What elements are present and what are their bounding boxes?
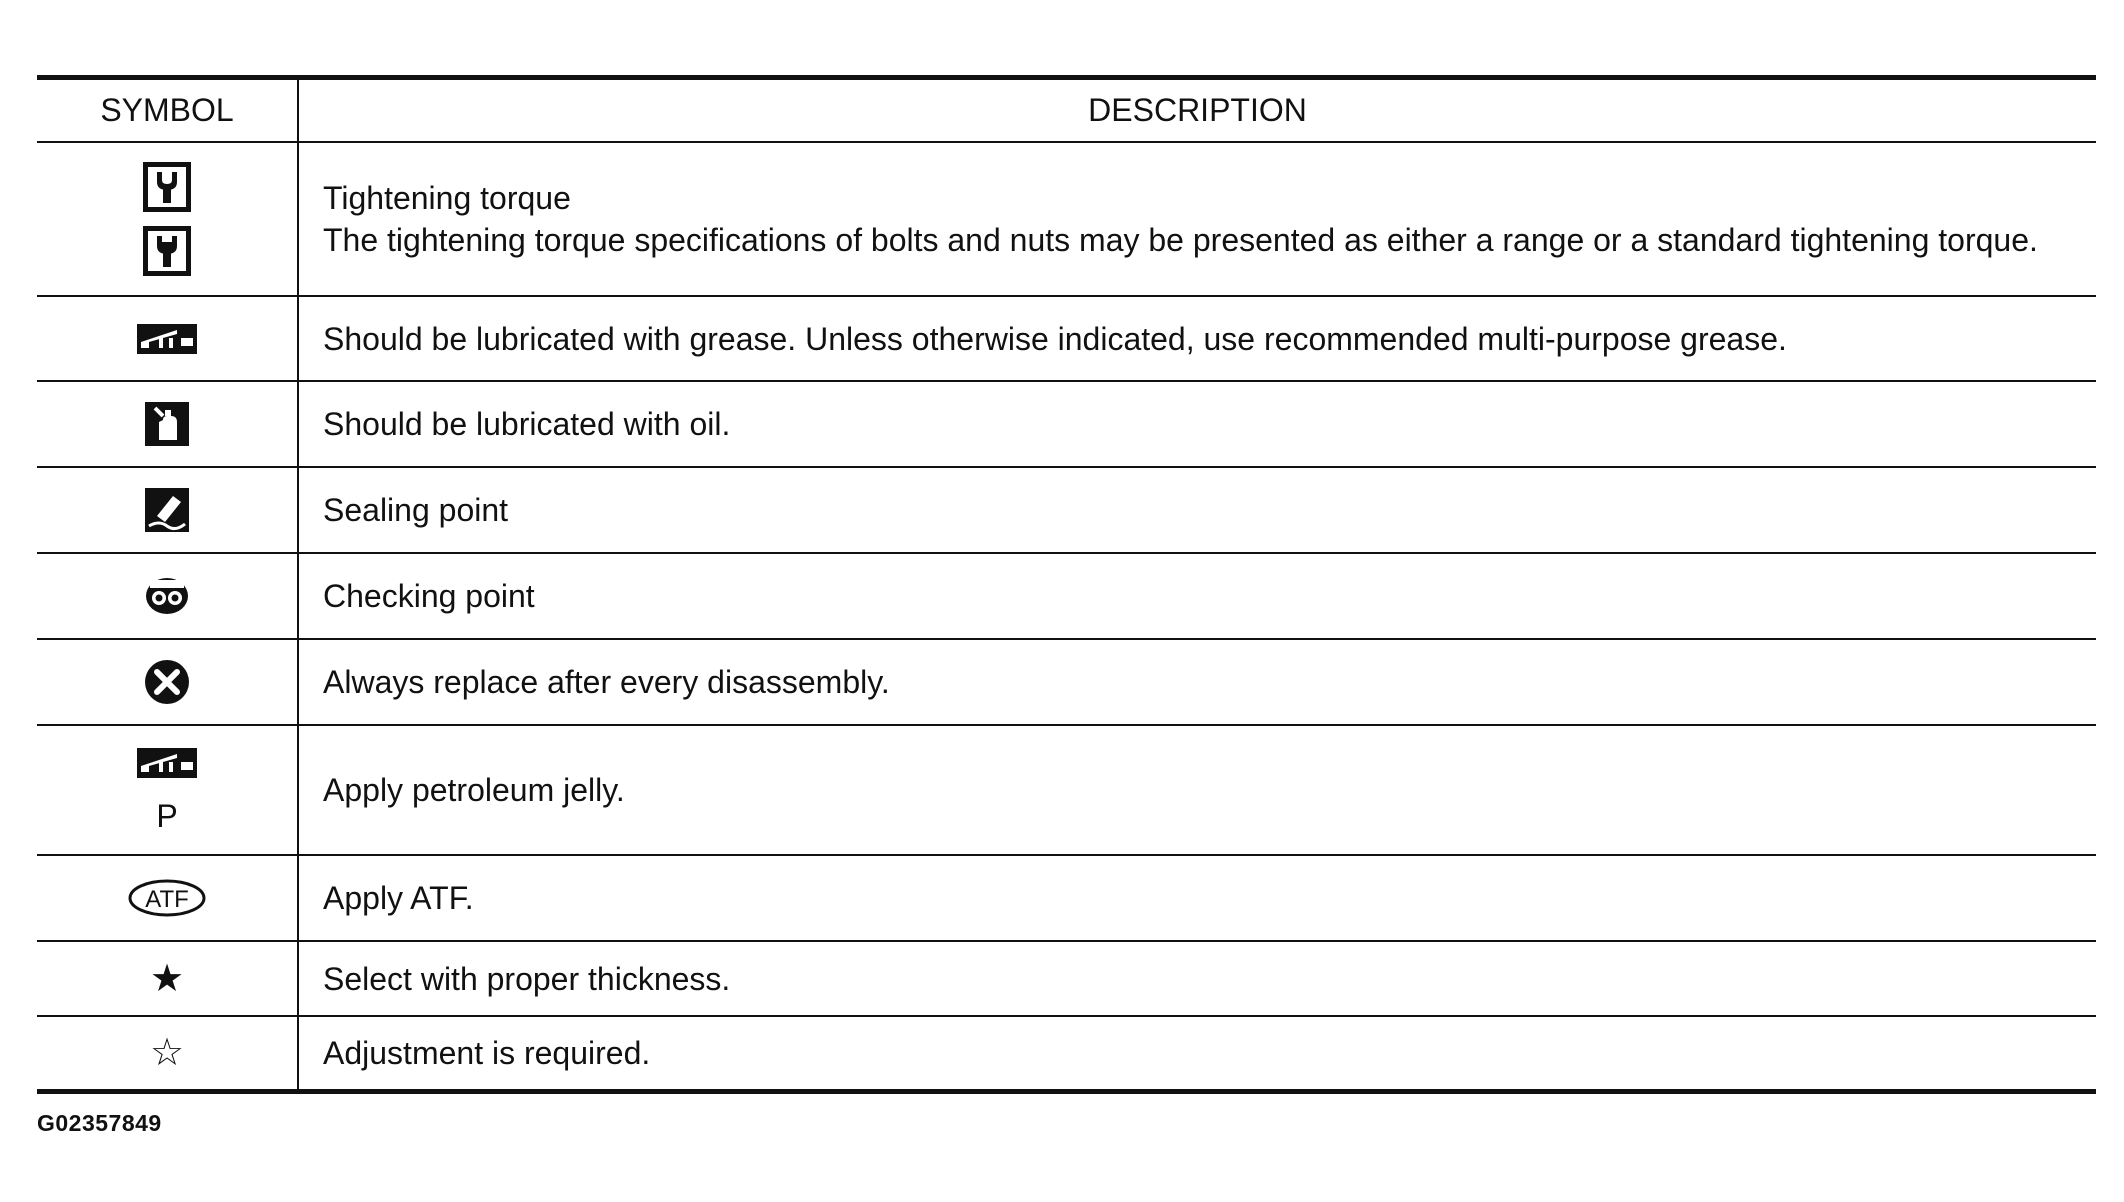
torque-wrench-icon	[143, 162, 191, 212]
table-header-row	[37, 78, 2096, 143]
symbol-cell	[37, 381, 298, 467]
symbol-cell	[37, 142, 298, 296]
symbol-cell	[37, 296, 298, 381]
description-cell: Adjustment is required.	[298, 1016, 2096, 1091]
table-row	[37, 725, 2096, 855]
symbol-column-header: SYMBOL	[37, 78, 298, 143]
symbol-legend-table	[37, 75, 2096, 1094]
inspector-eyes-icon	[144, 576, 190, 616]
symbol-cell	[37, 553, 298, 639]
table-row	[37, 296, 2096, 381]
replace-x-icon	[144, 659, 190, 705]
oil-can-icon	[145, 402, 189, 446]
symbol-cell	[37, 855, 298, 941]
symbol-cell	[37, 639, 298, 725]
symbol-cell	[37, 1016, 298, 1091]
sealant-tube-icon	[145, 488, 189, 532]
table-row	[37, 467, 2096, 553]
description-cell: Always replace after every disassembly.	[298, 639, 2096, 725]
torque-wrench-filled-icon	[143, 226, 191, 276]
description-cell: Select with proper thickness.	[298, 941, 2096, 1016]
table-row	[37, 855, 2096, 941]
atf-oval-icon	[127, 878, 207, 918]
description-cell: Apply petroleum jelly.	[298, 725, 2096, 855]
description-column-header: DESCRIPTION	[298, 78, 2096, 143]
grease-gun-icon	[137, 748, 197, 778]
description-cell: Sealing point	[298, 467, 2096, 553]
symbol-cell	[37, 467, 298, 553]
description-cell: Checking point	[298, 553, 2096, 639]
grease-gun-icon	[137, 324, 197, 354]
description-cell: Should be lubricated with grease. Unless otherwise indicated, use recommended multi-purpose grease.	[298, 296, 2096, 381]
symbol-cell	[37, 941, 298, 1016]
symbol-cell	[37, 725, 298, 855]
description-cell	[298, 142, 2096, 296]
table-row	[37, 553, 2096, 639]
table-row	[37, 639, 2096, 725]
table-row	[37, 381, 2096, 467]
table-row	[37, 941, 2096, 1016]
outline-star-icon: ☆	[149, 1030, 185, 1075]
description-cell: Should be lubricated with oil.	[298, 381, 2096, 467]
filled-star-icon: ★	[149, 956, 185, 1000]
figure-id: G02357849	[37, 1110, 162, 1136]
description-cell: Apply ATF.	[298, 855, 2096, 941]
atf-label: ATF	[145, 886, 189, 913]
table-row	[37, 1016, 2096, 1091]
table-row	[37, 142, 2096, 296]
petroleum-jelly-letter: P	[156, 798, 178, 834]
row-description: The tightening torque specifications of bolts and nuts may be presented as either a range or a standard tightening torque.	[323, 222, 2038, 258]
row-title: Tightening torque	[323, 180, 571, 216]
